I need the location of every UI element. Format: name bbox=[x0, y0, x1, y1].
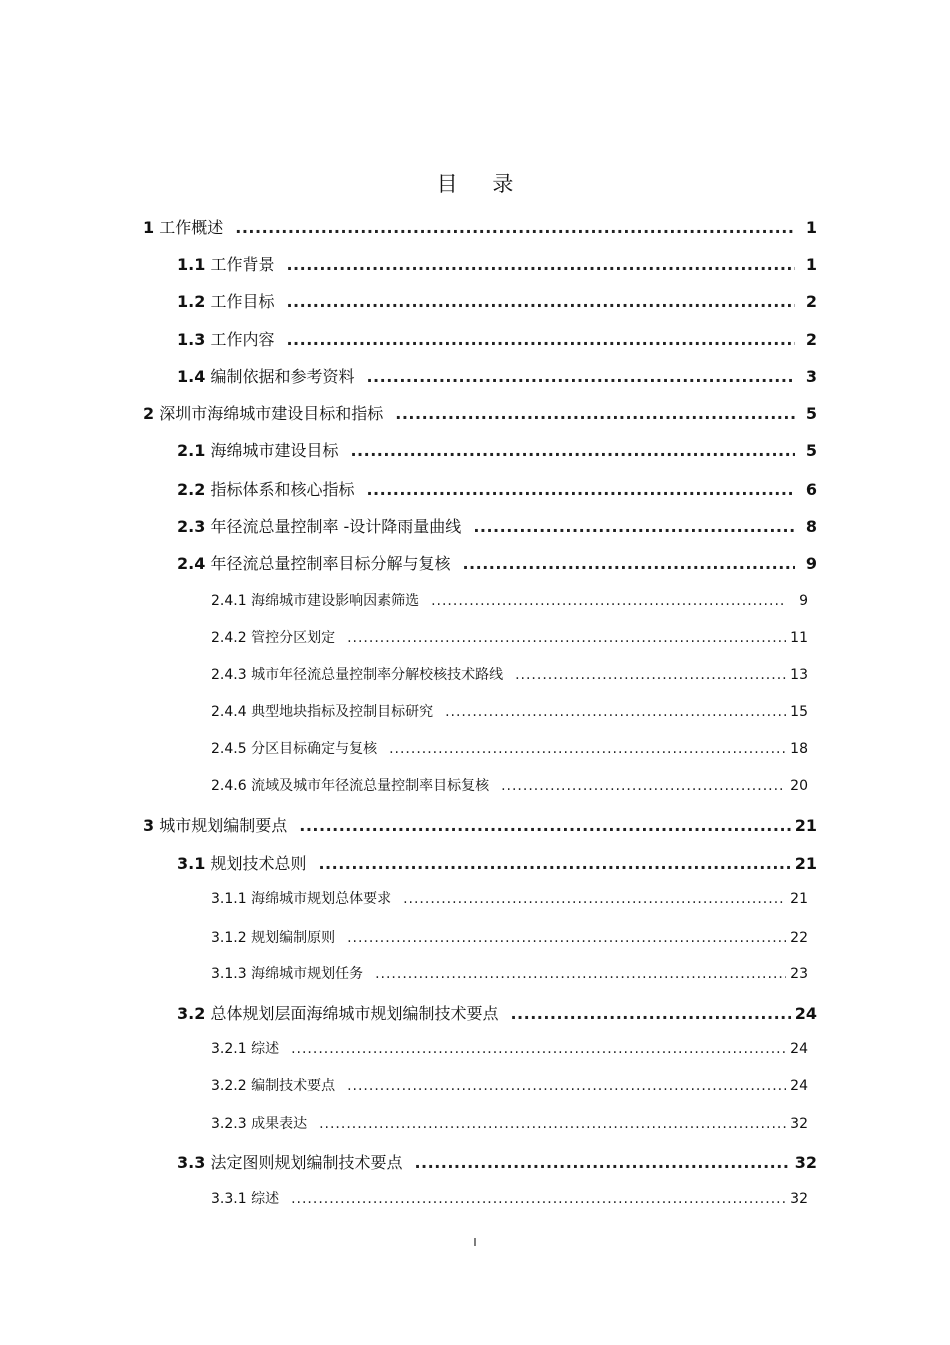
toc-leader-dots bbox=[286, 292, 795, 311]
toc-entry-number: 3.2.1 bbox=[211, 1041, 247, 1057]
toc-entry-page: 24 bbox=[790, 1041, 808, 1057]
toc-entry[interactable] bbox=[177, 327, 817, 351]
toc-entry[interactable] bbox=[211, 738, 808, 762]
toc-entry[interactable] bbox=[211, 963, 808, 987]
toc-entry-label bbox=[177, 851, 306, 874]
toc-entry-number: 3.2.3 bbox=[211, 1116, 247, 1132]
toc-entry-text: 编制技术要点 bbox=[251, 1078, 336, 1094]
toc-entry[interactable] bbox=[177, 851, 817, 875]
toc-entry-text: 法定图则规划编制技术要点 bbox=[210, 1153, 403, 1172]
toc-entry-number: 3.1 bbox=[177, 854, 206, 873]
toc-entry-text: 海绵城市建设影响因素筛选 bbox=[251, 593, 420, 609]
toc-entry[interactable] bbox=[211, 627, 808, 651]
toc-leader-dots bbox=[347, 630, 786, 646]
toc-entry[interactable] bbox=[143, 813, 817, 837]
toc-entry-page: 9 bbox=[799, 593, 808, 609]
toc-entry-page: 21 bbox=[790, 891, 808, 907]
toc-entry-page: 1 bbox=[805, 255, 817, 274]
toc-entry[interactable] bbox=[211, 701, 808, 725]
toc-entry-page: 2 bbox=[805, 292, 817, 311]
toc-entry-text: 工作概述 bbox=[159, 218, 224, 237]
toc-leader-dots bbox=[291, 1191, 786, 1207]
toc-entry-number: 2.4.1 bbox=[211, 593, 247, 609]
toc-leader-dots bbox=[389, 741, 786, 757]
toc-entry-text: 年径流总量控制率 -设计降雨量曲线 bbox=[210, 517, 462, 536]
toc-entry-label bbox=[211, 927, 335, 947]
toc-entry-text: 管控分区划定 bbox=[251, 630, 336, 646]
toc-leader-dots bbox=[319, 1116, 786, 1132]
toc-entry-label bbox=[177, 551, 450, 574]
toc-entry-label bbox=[143, 401, 383, 424]
toc-entry-text: 指标体系和核心指标 bbox=[210, 480, 355, 499]
toc-entry-page: 21 bbox=[794, 816, 817, 835]
toc-entry-text: 总体规划层面海绵城市规划编制技术要点 bbox=[210, 1004, 499, 1023]
toc-entry[interactable] bbox=[177, 364, 817, 388]
toc-entry-number: 2.4.2 bbox=[211, 630, 247, 646]
toc-leader-dots bbox=[350, 441, 795, 460]
toc-entry-number: 3.3 bbox=[177, 1153, 206, 1172]
toc-entry-label bbox=[177, 252, 274, 275]
toc-entry-label bbox=[211, 664, 503, 684]
toc-entry[interactable] bbox=[177, 477, 817, 501]
toc-entry-number: 3.3.1 bbox=[211, 1191, 247, 1207]
toc-entry[interactable] bbox=[211, 1188, 808, 1212]
toc-entry-number: 2.4.6 bbox=[211, 778, 247, 794]
toc-entry-text: 年径流总量控制率目标分解与复核 bbox=[210, 554, 451, 573]
page-number-footer: I bbox=[473, 1236, 477, 1249]
toc-entry-text: 工作背景 bbox=[210, 255, 275, 274]
toc-entry-page: 9 bbox=[805, 554, 817, 573]
toc-leader-dots bbox=[510, 1004, 790, 1023]
toc-leader-dots bbox=[445, 704, 786, 720]
toc-entry-text: 工作内容 bbox=[210, 330, 275, 349]
toc-leader-dots bbox=[347, 930, 786, 946]
toc-entry-text: 综述 bbox=[251, 1191, 280, 1207]
toc-entry-label bbox=[177, 438, 338, 461]
toc-entry-number: 3.2 bbox=[177, 1004, 206, 1023]
toc-entry-number: 1.4 bbox=[177, 367, 206, 386]
toc-entry-number: 1.2 bbox=[177, 292, 206, 311]
toc-entry-text: 分区目标确定与复核 bbox=[251, 741, 378, 757]
toc-entry-label bbox=[177, 364, 354, 387]
toc-entry[interactable] bbox=[177, 438, 817, 462]
toc-entry-text: 规划技术总则 bbox=[210, 854, 307, 873]
toc-entry-label bbox=[211, 1188, 279, 1208]
toc-entry-label bbox=[177, 289, 274, 312]
toc-entry[interactable] bbox=[211, 1113, 808, 1137]
toc-entry-label bbox=[211, 888, 391, 908]
toc-leader-dots bbox=[414, 1153, 790, 1172]
toc-entry-number: 2 bbox=[143, 404, 155, 423]
toc-entry-text: 海绵城市规划总体要求 bbox=[251, 891, 392, 907]
toc-entry-label bbox=[177, 477, 354, 500]
toc-entry-number: 1.1 bbox=[177, 255, 206, 274]
toc-entry-number: 1 bbox=[143, 218, 155, 237]
toc-entry-text: 海绵城市规划任务 bbox=[251, 966, 364, 982]
toc-entry-page: 32 bbox=[790, 1191, 808, 1207]
toc-entry-label bbox=[211, 1075, 335, 1095]
toc-entry[interactable] bbox=[211, 590, 808, 614]
toc-entry-label bbox=[211, 775, 489, 795]
toc-leader-dots bbox=[515, 667, 786, 683]
toc-entry-number: 3.1.3 bbox=[211, 966, 247, 982]
toc-entry-page: 23 bbox=[790, 966, 808, 982]
toc-entry-page: 15 bbox=[790, 704, 808, 720]
toc-entry[interactable] bbox=[177, 252, 817, 276]
toc-entry-page: 1 bbox=[805, 218, 817, 237]
toc-entry-page: 5 bbox=[805, 404, 817, 423]
toc-entry-page: 24 bbox=[794, 1004, 817, 1023]
toc-entry[interactable] bbox=[177, 1001, 817, 1025]
toc-entry-page: 13 bbox=[790, 667, 808, 683]
toc-entry[interactable] bbox=[211, 927, 808, 951]
toc-entry-label bbox=[211, 701, 433, 721]
toc-leader-dots bbox=[403, 891, 786, 907]
toc-entry-text: 编制依据和参考资料 bbox=[210, 367, 355, 386]
toc-entry-page: 32 bbox=[794, 1153, 817, 1172]
toc-entry-number: 2.2 bbox=[177, 480, 206, 499]
toc-entry[interactable] bbox=[143, 215, 817, 239]
toc-entry-label bbox=[177, 1001, 498, 1024]
toc-entry-page: 18 bbox=[790, 741, 808, 757]
toc-entry-text: 综述 bbox=[251, 1041, 280, 1057]
toc-entry-page: 2 bbox=[805, 330, 817, 349]
toc-entry-label bbox=[211, 1038, 279, 1058]
toc-entry-text: 流域及城市年径流总量控制率目标复核 bbox=[251, 778, 490, 794]
toc-leader-dots bbox=[501, 778, 786, 794]
toc-leader-dots bbox=[395, 404, 795, 423]
toc-entry-text: 典型地块指标及控制目标研究 bbox=[251, 704, 434, 720]
toc-leader-dots bbox=[318, 854, 790, 873]
toc-leader-dots bbox=[299, 816, 790, 835]
toc-entry[interactable] bbox=[177, 514, 817, 538]
toc-entry-label bbox=[177, 514, 461, 537]
toc-entry[interactable] bbox=[177, 289, 817, 313]
toc-entry[interactable] bbox=[177, 551, 817, 575]
toc-entry-text: 深圳市海绵城市建设目标和指标 bbox=[159, 404, 384, 423]
toc-entry[interactable] bbox=[211, 664, 808, 688]
toc-entry-label bbox=[211, 963, 363, 983]
toc-entry-number: 2.4.4 bbox=[211, 704, 247, 720]
toc-entry-label bbox=[211, 738, 377, 758]
toc-leader-dots bbox=[366, 480, 795, 499]
toc-entry-label bbox=[177, 1150, 402, 1173]
toc-entry-text: 工作目标 bbox=[210, 292, 275, 311]
toc-entry-number: 2.3 bbox=[177, 517, 206, 536]
toc-entry-page: 6 bbox=[805, 480, 817, 499]
toc-title: 目 录 bbox=[436, 172, 528, 196]
toc-entry-page: 20 bbox=[790, 778, 808, 794]
toc-entry-label bbox=[177, 327, 274, 350]
toc-entry-text: 成果表达 bbox=[251, 1116, 308, 1132]
toc-entry-label bbox=[211, 590, 419, 610]
toc-entry[interactable] bbox=[211, 1038, 808, 1062]
toc-entry-page: 24 bbox=[790, 1078, 808, 1094]
toc-entry-page: 22 bbox=[790, 930, 808, 946]
toc-leader-dots bbox=[462, 554, 795, 573]
toc-leader-dots bbox=[235, 218, 795, 237]
toc-entry-text: 城市年径流总量控制率分解校核技术路线 bbox=[251, 667, 504, 683]
toc-entry-number: 2.4.5 bbox=[211, 741, 247, 757]
toc-entry-label bbox=[143, 215, 223, 238]
toc-leader-dots bbox=[366, 367, 795, 386]
toc-leader-dots bbox=[375, 966, 786, 982]
toc-entry-number: 2.4 bbox=[177, 554, 206, 573]
toc-entry-page: 3 bbox=[805, 367, 817, 386]
toc-entry[interactable] bbox=[211, 1075, 808, 1099]
toc-entry[interactable] bbox=[211, 888, 808, 912]
toc-entry[interactable] bbox=[177, 1150, 817, 1174]
toc-entry-label bbox=[143, 813, 287, 836]
toc-entry-number: 2.1 bbox=[177, 441, 206, 460]
toc-entry-number: 3 bbox=[143, 816, 155, 835]
toc-entry-label bbox=[211, 627, 335, 647]
toc-entry-number: 1.3 bbox=[177, 330, 206, 349]
toc-entry-page: 11 bbox=[790, 630, 808, 646]
toc-entry-number: 3.1.1 bbox=[211, 891, 247, 907]
toc-entry[interactable] bbox=[211, 775, 808, 799]
toc-leader-dots bbox=[291, 1041, 786, 1057]
toc-entry-page: 5 bbox=[805, 441, 817, 460]
toc-leader-dots bbox=[473, 517, 795, 536]
toc-leader-dots bbox=[286, 255, 795, 274]
toc-leader-dots bbox=[286, 330, 795, 349]
toc-entry-page: 8 bbox=[805, 517, 817, 536]
toc-entry-number: 2.4.3 bbox=[211, 667, 247, 683]
toc-entry-text: 海绵城市建设目标 bbox=[210, 441, 339, 460]
toc-leader-dots bbox=[347, 1078, 786, 1094]
toc-entry-page: 32 bbox=[790, 1116, 808, 1132]
toc-entry-number: 3.2.2 bbox=[211, 1078, 247, 1094]
toc-entry-number: 3.1.2 bbox=[211, 930, 247, 946]
toc-leader-dots bbox=[431, 593, 786, 609]
toc-entry[interactable] bbox=[143, 401, 817, 425]
toc-entry-text: 规划编制原则 bbox=[251, 930, 336, 946]
toc-entry-label bbox=[211, 1113, 307, 1133]
toc-entry-text: 城市规划编制要点 bbox=[159, 816, 288, 835]
toc-entry-page: 21 bbox=[794, 854, 817, 873]
